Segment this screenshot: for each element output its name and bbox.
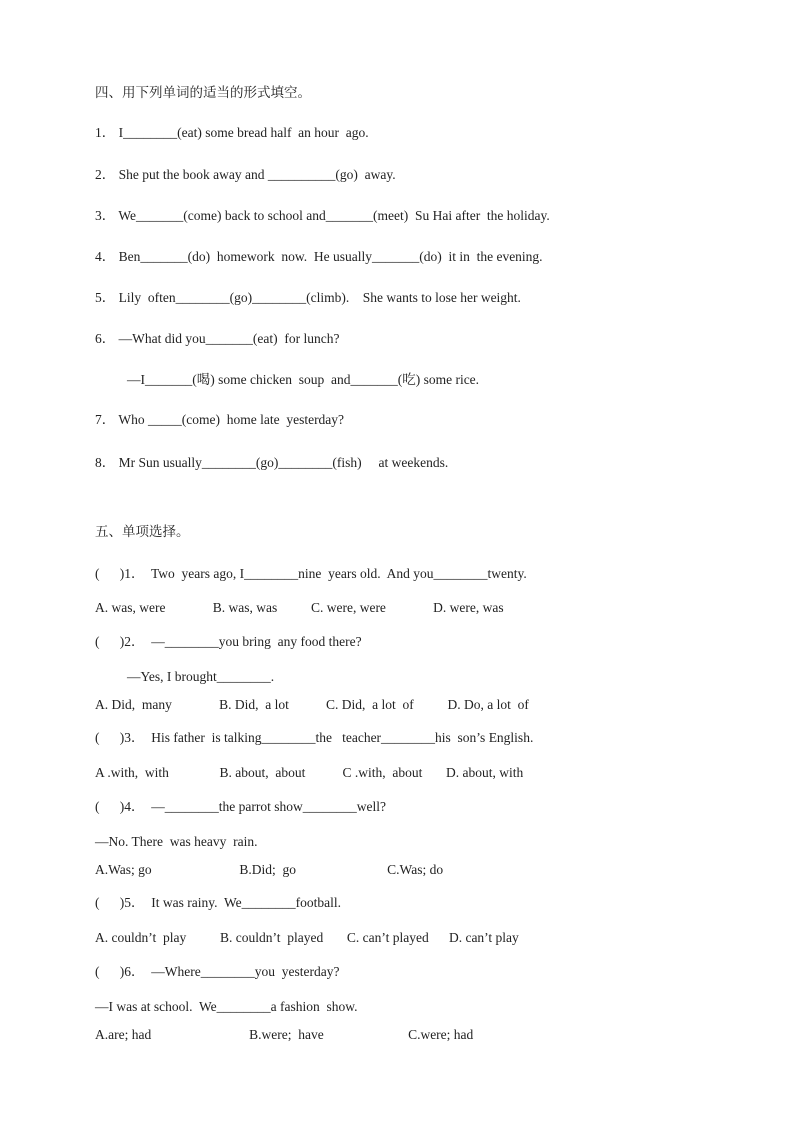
choice-question-2: ( )2． —________you bring any food there?	[95, 634, 362, 649]
choice-question-4-reply: —No. There was heavy rain.	[95, 834, 258, 849]
fill-in-item-7: 7． Who _____(come) home late yesterday?	[95, 412, 345, 427]
choice-options-5: A. couldn’t play B. couldn’t played C. can’t played D. can’t play	[95, 930, 519, 945]
fill-in-item-8: 8． Mr Sun usually________(go)________(fish) at weekends.	[95, 455, 449, 470]
choice-question-6-reply: —I was at school. We________a fashion show.	[95, 999, 358, 1014]
choice-question-3: ( )3． His father is talking________the teacher________his son’s English.	[95, 730, 534, 745]
fill-in-item-2: 2． She put the book away and __________(go) away.	[95, 167, 396, 182]
choice-question-1: ( )1． Two years ago, I________nine years old. And you________twenty.	[95, 566, 527, 581]
choice-options-6: A.are; had B.were; have C.were; had	[95, 1027, 474, 1042]
choice-options-2: A. Did, many B. Did, a lot C. Did, a lot of D. Do, a lot of	[95, 697, 529, 712]
choice-options-1: A. was, were B. was, was C. were, were D. were, was	[95, 600, 504, 615]
choice-question-4: ( )4． —________the parrot show________well?	[95, 799, 386, 814]
choice-question-2-reply: —Yes, I brought________.	[127, 669, 275, 684]
fill-in-item-6-answer: —I_______(喝) some chicken soup and_______(吃) some rice.	[127, 372, 480, 387]
choice-options-4: A.Was; go B.Did; go C.Was; do	[95, 862, 444, 877]
section-5-heading: 五、单项选择。	[95, 524, 190, 540]
choice-question-6: ( )6． —Where________you yesterday?	[95, 964, 340, 979]
choice-question-5: ( )5． It was rainy. We________football.	[95, 895, 341, 910]
fill-in-item-5: 5． Lily often________(go)________(climb). She wants to lose her weight.	[95, 290, 521, 305]
section-4-heading: 四、用下列单词的适当的形式填空。	[95, 85, 311, 101]
fill-in-item-3: 3． We_______(come) back to school and_______(meet) Su Hai after the holiday.	[95, 208, 550, 223]
fill-in-item-4: 4． Ben_______(do) homework now. He usually_______(do) it in the evening.	[95, 249, 543, 264]
fill-in-item-1: 1． I________(eat) some bread half an hour ago.	[95, 125, 369, 140]
fill-in-item-6: 6． —What did you_______(eat) for lunch?	[95, 331, 340, 346]
choice-options-3: A .with, with B. about, about C .with, about D. about, with	[95, 765, 524, 780]
